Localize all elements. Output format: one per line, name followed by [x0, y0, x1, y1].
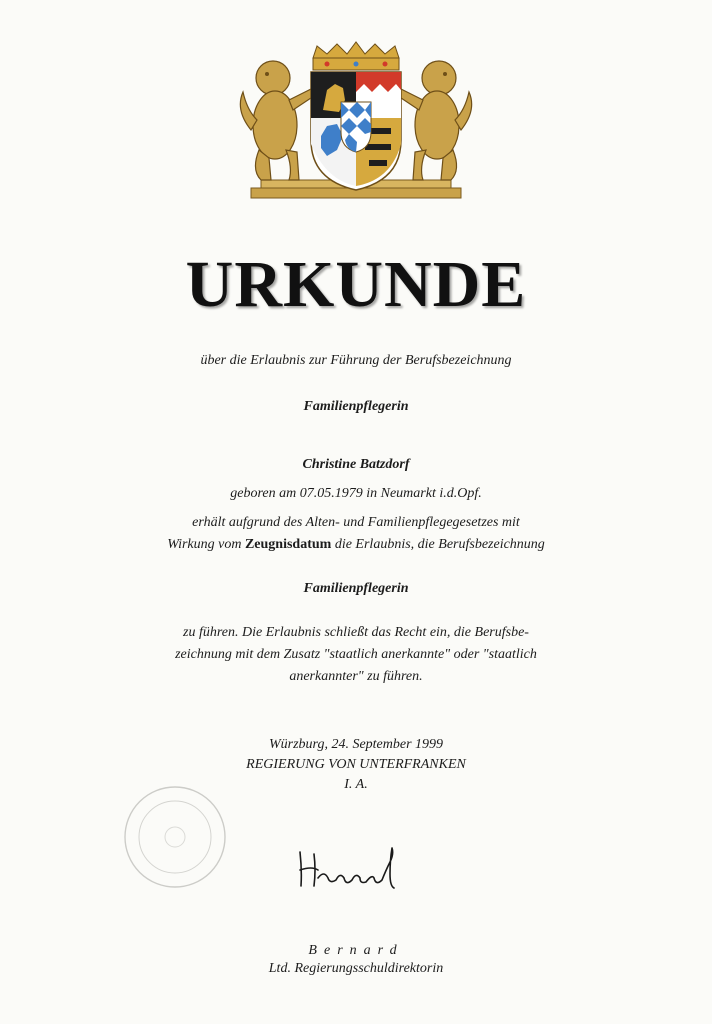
body-text-line-2: [0, 536, 712, 554]
signatory-name: Bernard: [308, 943, 404, 958]
holder-name: Christine Batzdorf: [302, 457, 410, 472]
official-seal-stamp: [110, 782, 240, 892]
document-title: URKUNDE: [185, 248, 527, 321]
body-text-line-2-pre: Wirkung vom: [167, 537, 245, 552]
body-text-line-2-post: die Erlaubnis, die Berufsbezeichnung: [331, 537, 545, 552]
subtitle: über die Erlaubnis zur Führung der Berufsbezeichnung: [200, 353, 512, 368]
handwritten-signature: [294, 840, 406, 892]
body-text-line-3: zu führen. Die Erlaubnis schließt das Recht ein, die Berufsbe-: [183, 625, 529, 640]
issuing-authority: REGIERUNG VON UNTERFRANKEN: [246, 757, 466, 772]
signatory-title: Ltd. Regierungsschuldirektorin: [268, 961, 444, 976]
profession-heading: Familienpflegerin: [303, 399, 409, 414]
body-text-line-4: zeichnung mit dem Zusatz "staatlich anerkannte" oder "staatlich: [175, 647, 537, 662]
place-and-date: Würzburg, 24. September 1999: [268, 737, 444, 752]
on-behalf-of: I. A.: [344, 777, 368, 792]
body-text-line-1: erhält aufgrund des Alten- und Familienpflegegesetzes mit: [192, 515, 520, 530]
coat-of-arms-emblem: [231, 40, 481, 210]
body-text-line-5: anerkannter" zu führen.: [289, 669, 423, 684]
birth-line: geboren am 07.05.1979 in Neumarkt i.d.Opf.: [230, 486, 482, 501]
effective-date-term: Zeugnisdatum: [244, 537, 332, 552]
profession-repeat: Familienpflegerin: [303, 581, 409, 596]
